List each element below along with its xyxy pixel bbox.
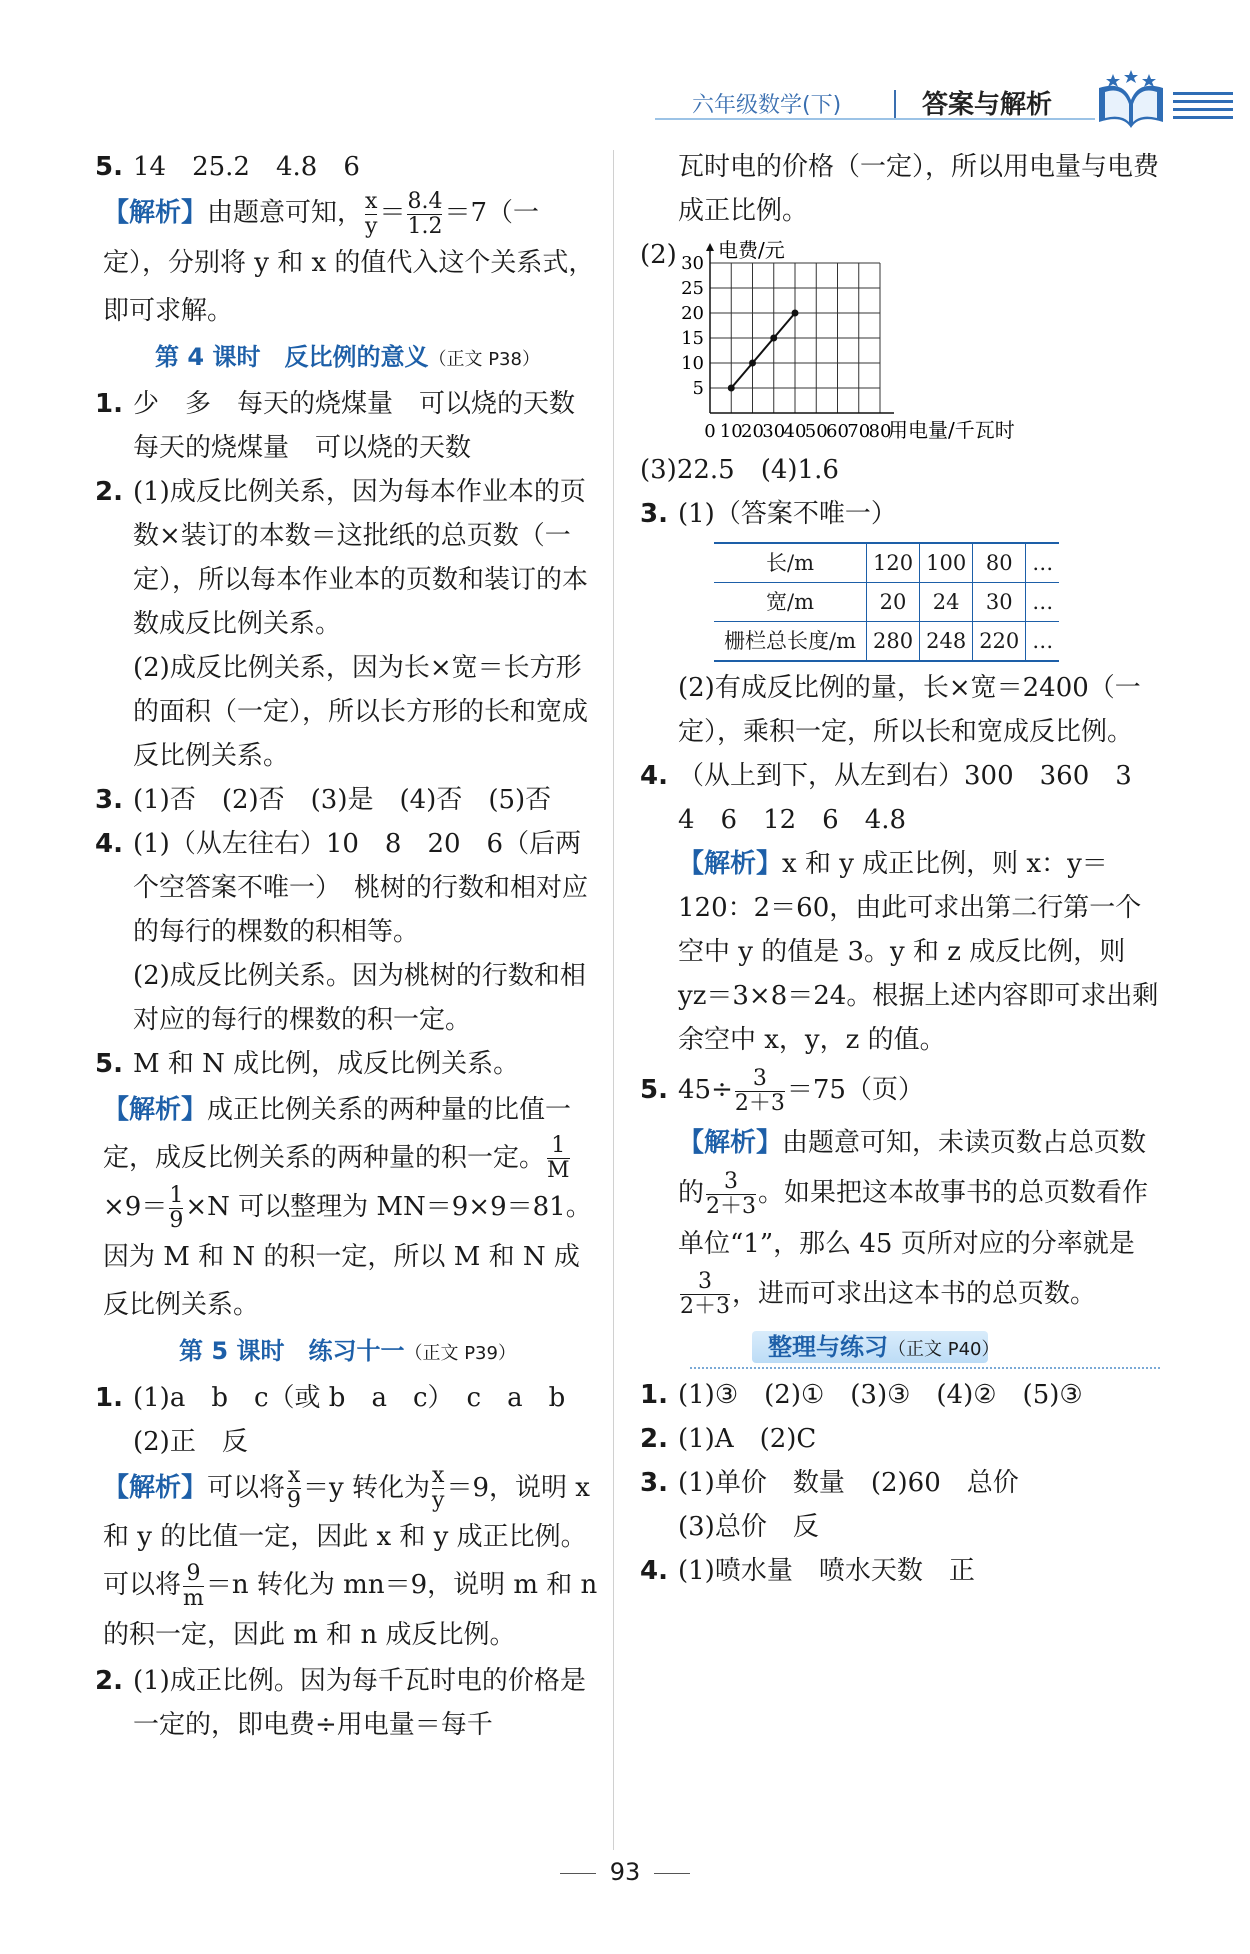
x-tick-label: 10 [719, 421, 743, 442]
chart-area [640, 233, 1160, 448]
line-chart [640, 233, 1160, 448]
x-tick-label: 40 [783, 421, 807, 442]
x-axis-label: 用电量/千瓦时 [888, 418, 1015, 442]
lesson-5-heading: 第 5 课时 练习十一（正文 P39） [179, 1336, 516, 1365]
l5-analysis-1: 【解析】可以将 $\frac{x}{9}$ ＝y 转化为 $\frac{x}{y}$ ＝9，说明 x 和 y 的比值一定，因此 x 和 y 成正比例。可以将 $\frac{9}{m}$ ＝n 转化为 mn＝9，说明 m 和 n 的积一定，因此 m 和 n 成反比例。 [103, 1463, 598, 1650]
practice-heading: 整理与练习（正文 P40） [640, 1325, 1160, 1365]
book-logo-icon [1093, 70, 1243, 130]
table-cell: 220 [973, 622, 1026, 662]
header-grade: 六年级数学(下) [692, 93, 842, 118]
table-cell: 30 [973, 583, 1026, 622]
table-cell: … [1026, 622, 1060, 662]
page-number: 93 [609, 1858, 641, 1886]
table-cell: 20 [867, 583, 920, 622]
l5-analysis-5: 【解析】由题意可知，未读页数占总页数的 $\frac{3}{2+3}$ 。如果把这本故事书的总页数看作单位“1”，那么 45 页所对应的分率就是 $\frac{3}{2+3}$ ，进而可求出这本书的总页数。 [678, 1128, 1149, 1319]
l5-answer-2-p3: (3)22.5 (4)1.6 [640, 455, 839, 485]
data-point [749, 360, 756, 367]
table-cell: … [1026, 583, 1060, 622]
y-tick-label: 25 [681, 278, 704, 299]
y-tick-label: 10 [681, 353, 704, 374]
y-tick-label: 15 [681, 328, 704, 349]
l5-answer-1: 1. (1)a b c（或 b a c） c a b (2)正 反 [95, 1382, 566, 1457]
l4-answer-3: 3. (1)否 (2)否 (3)是 (4)否 (5)否 [95, 784, 552, 815]
x-tick-label: 80 [868, 421, 892, 442]
data-point [728, 385, 735, 392]
table-cell: 24 [920, 583, 973, 622]
table-cell: 80 [973, 543, 1026, 583]
fraction: $\frac{8.4}{1.2}$ [407, 188, 443, 239]
lesson-4-heading: 第 4 课时 反比例的意义（正文 P38） [155, 342, 540, 371]
analysis-tag: 【解析】 [103, 198, 208, 228]
equals: ＝ [379, 198, 406, 228]
p-answer-2: 2. (1)A (2)C [640, 1424, 817, 1454]
analysis-text: ＝7（一定），分别将 y 和 x 的值代入这个关系式，即可求解。 [103, 198, 595, 326]
l4-answer-4: 4. (1)（从左往右）10 8 20 6（后两个空答案不唯一） 桃树的行数和相对应的每行的棵数的积相等。 (2)成反比例关系。因为桃树的行数和相对应的每行的棵数的积一定。 [95, 828, 589, 1035]
l5-analysis-4: 【解析】x 和 y 成正比例，则 x：y＝120：2＝60，由此可求出第二行第一个空中 y 的值是 3。y 和 z 成反比例，则 yz＝3×8＝24。根据上述内容即可求出剩余空中 x，y，z 的值。 [678, 849, 1159, 1055]
data-table [714, 542, 1059, 662]
table-cell: 248 [920, 622, 973, 662]
l4-answer-2: 2. (1)成反比例关系，因为每本作业本的页数×装订的本数＝这批纸的总页数（一定），所以每本作业本的页数和装订的本数成反比例关系。 (2)成反比例关系，因为长×宽＝长方形的面积（一定），所以长方形的长和宽成反比例关系。 [95, 476, 589, 771]
y-tick-label: 20 [681, 303, 704, 324]
table-cell: 100 [920, 543, 973, 583]
row-header: 宽/m [714, 583, 867, 622]
row-header: 栅栏总长度/m [714, 622, 867, 662]
series-line [731, 313, 795, 388]
page-footer [0, 1858, 1250, 1886]
p-answer-4: 4. (1)喷水量 喷水天数 正 [640, 1556, 975, 1586]
data-point [792, 310, 799, 317]
left-column [95, 145, 600, 1747]
table-cell: 120 [867, 543, 920, 583]
l5-answer-4: 4. （从上到下，从左到右）300 360 3 4 6 12 6 4.8 [640, 761, 1158, 835]
l5-answer-5: 5. 45÷ $\frac{3}{2+3}$ ＝75（页） [640, 1065, 924, 1116]
p-answer-1: 1. (1)③ (2)① (3)③ (4)② (5)③ [640, 1380, 1083, 1410]
table-row [714, 543, 1059, 583]
fraction: $\frac{x}{y}$ [365, 188, 378, 239]
table-row [714, 622, 1059, 662]
chart-part-label: (2) [640, 240, 677, 270]
header-title: 答案与解析 [922, 90, 1053, 120]
analysis-text: 由题意可知， [207, 198, 364, 228]
row-header: 长/m [714, 543, 867, 583]
l5-answer-3: 3. (1)（答案不唯一） [640, 499, 897, 529]
p-answer-3: 3. (1)单价 数量 (2)60 总价 (3)总价 反 [640, 1468, 1019, 1542]
answer-text: 14 25.2 4.8 6 [133, 152, 360, 182]
x-tick-label: 50 [804, 421, 828, 442]
y-axis-arrow [706, 243, 714, 251]
l5-answer-2-cont: 瓦时电的价格（一定），所以用电量与电费成正比例。 [678, 152, 1160, 226]
analysis-5 [95, 189, 600, 335]
l4-answer-1: 1. 少 多 每天的烧煤量 可以烧的天数 每天的烧煤量 可以烧的天数 [95, 388, 602, 463]
x-tick-label: 30 [762, 421, 786, 442]
x-tick-label: 20 [741, 421, 764, 442]
l4-analysis-5: 【解析】成正比例关系的两种量的比值一定，成反比例关系的两种量的积一定。 $\frac{1}{M}$ ×9＝ $\frac{1}{9}$ ×N 可以整理为 MN＝9×9＝81。因为 M 和 N 的积一定，所以 M 和 N 成反比例关系。 [103, 1094, 592, 1320]
y-tick-label: 30 [681, 253, 704, 274]
x-tick-label: 0 [704, 421, 716, 442]
l4-answer-5: 5. M 和 N 成比例，成反比例关系。 [95, 1048, 520, 1079]
x-tick-label: 70 [847, 421, 871, 442]
l5-answer-3-p2: (2)有成反比例的量，长×宽＝2400（一定），乘积一定，所以长和宽成反比例。 [678, 673, 1141, 747]
table-row [714, 583, 1059, 622]
y-tick-label: 5 [692, 378, 704, 399]
table-cell: … [1026, 543, 1060, 583]
column-divider [613, 150, 614, 1850]
x-tick-label: 60 [826, 421, 849, 442]
question-number: 5. [95, 152, 123, 182]
header-separator [894, 90, 896, 118]
data-point [770, 335, 777, 342]
l5-answer-2: 2. (1)成正比例。因为每千瓦时电的价格是一定的，即电费÷用电量＝每千 [95, 1665, 586, 1740]
table-cell: 280 [867, 622, 920, 662]
y-axis-label: 电费/元 [718, 238, 785, 262]
answer-5 [95, 145, 600, 189]
right-column [640, 145, 1160, 1593]
